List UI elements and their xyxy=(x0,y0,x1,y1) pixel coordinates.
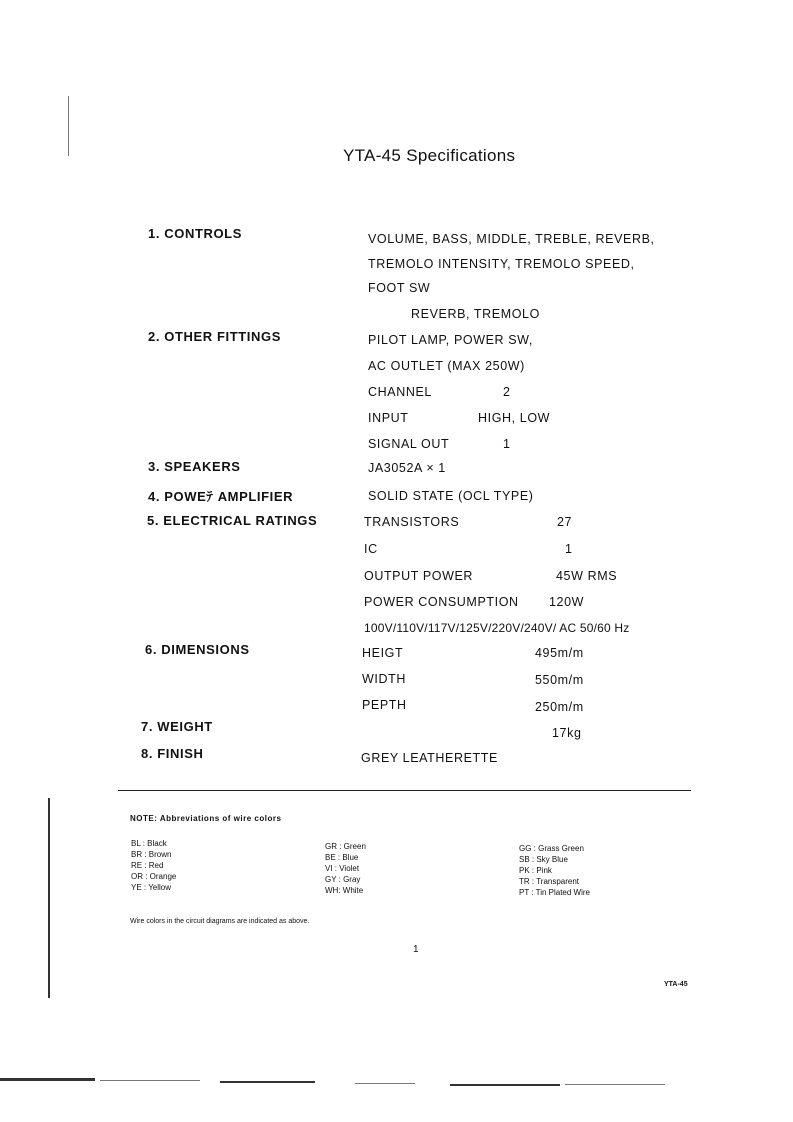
scan-bottom-streak xyxy=(220,1081,315,1083)
other-fittings-heading: 2. OTHER FITTINGS xyxy=(148,329,281,344)
spec-label: INPUT xyxy=(368,411,409,425)
spec-value: 27 xyxy=(557,515,573,529)
abbreviation-item: GG : Grass Green xyxy=(519,844,584,853)
speakers-heading: 3. SPEAKERS xyxy=(148,459,241,474)
scan-bottom-streak xyxy=(355,1083,415,1084)
spec-value: 250m/m xyxy=(535,700,584,714)
controls-line: TREMOLO INTENSITY, TREMOLO SPEED, xyxy=(368,257,635,271)
spec-label: IC xyxy=(364,542,378,556)
spec-value: HIGH, LOW xyxy=(478,411,551,425)
spec-label: POWER CONSUMPTION xyxy=(364,595,519,609)
abbreviation-item: RE : Red xyxy=(131,861,164,870)
controls-heading: 1. CONTROLS xyxy=(148,226,242,241)
abbreviation-item: OR : Orange xyxy=(131,872,177,881)
finish-value: GREY LEATHERETTE xyxy=(361,751,498,765)
spec-label: HEIGT xyxy=(362,646,404,660)
spec-value: 120W xyxy=(549,595,585,609)
page-number: 1 xyxy=(413,944,419,955)
abbreviation-item: SB : Sky Blue xyxy=(519,855,568,864)
abbreviation-item: TR : Transparent xyxy=(519,877,580,886)
power-amplifier-value: SOLID STATE (OCL TYPE) xyxy=(368,489,534,503)
abbreviation-item: YE : Yellow xyxy=(131,883,172,892)
abbreviation-item: GY : Gray xyxy=(325,875,361,884)
power-amplifier-heading: 4. POWEﾃ AMPLIFIER xyxy=(148,489,294,504)
controls-line: REVERB, TREMOLO xyxy=(411,307,540,321)
finish-heading: 8. FINISH xyxy=(141,746,204,761)
scan-bottom-streak xyxy=(0,1078,95,1081)
abbreviation-item: BE : Blue xyxy=(325,853,359,862)
abbreviation-column xyxy=(131,838,176,893)
footer-tag: YTA-45 xyxy=(664,981,688,988)
controls-line: VOLUME, BASS, MIDDLE, TREBLE, REVERB, xyxy=(368,232,655,246)
page-title: YTA-45 Specifications xyxy=(343,146,516,165)
electrical-ratings-heading: 5. ELECTRICAL RATINGS xyxy=(147,513,318,528)
scan-bottom-streak xyxy=(100,1080,200,1081)
abbreviation-item: PK : Pink xyxy=(519,866,552,875)
other-fittings-line: AC OUTLET (MAX 250W) xyxy=(368,359,525,373)
spec-label: WIDTH xyxy=(362,672,406,686)
scan-edge-line xyxy=(48,798,50,998)
controls-line: FOOT SW xyxy=(368,281,431,295)
other-fittings-line: PILOT LAMP, POWER SW, xyxy=(368,333,533,347)
spec-label: SIGNAL OUT xyxy=(368,437,450,451)
spec-value: 2 xyxy=(503,385,511,399)
spec-value: 45W RMS xyxy=(556,569,618,583)
spec-value: 550m/m xyxy=(535,673,584,687)
abbreviation-item: BR : Brown xyxy=(131,850,172,859)
abbreviation-item: PT : Tin Plated Wire xyxy=(519,888,590,897)
spec-label: TRANSISTORS xyxy=(364,515,460,529)
abbreviation-column xyxy=(325,841,366,896)
abbreviation-item: VI : Violet xyxy=(325,864,360,873)
abbreviation-item: BL : Black xyxy=(131,839,167,848)
scan-bottom-streak xyxy=(565,1084,665,1085)
note-title: NOTE: Abbreviations of wire colors xyxy=(130,814,282,823)
scan-bottom-streak xyxy=(450,1084,560,1086)
note-footer: Wire colors in the circuit diagrams are indicated as above. xyxy=(130,918,310,925)
spec-label: OUTPUT POWER xyxy=(364,569,474,583)
abbreviation-item: GR : Green xyxy=(325,842,366,851)
scan-edge-line xyxy=(68,96,69,156)
abbreviation-column xyxy=(519,843,590,898)
spec-value: 495m/m xyxy=(535,646,584,660)
section-divider xyxy=(118,790,691,791)
spec-label: CHANNEL xyxy=(368,385,432,399)
weight-value: 17kg xyxy=(552,726,582,740)
voltage-line: 100V/110V/117V/125V/220V/240V/ AC 50/60 Hz xyxy=(364,621,630,635)
dimensions-heading: 6. DIMENSIONS xyxy=(145,642,250,657)
weight-heading: 7. WEIGHT xyxy=(141,719,213,734)
speakers-value: JA3052A × 1 xyxy=(368,461,446,475)
spec-value: 1 xyxy=(503,437,511,451)
spec-value: 1 xyxy=(565,542,573,556)
abbreviation-item: WH: White xyxy=(325,886,364,895)
spec-label: PEPTH xyxy=(362,698,407,712)
